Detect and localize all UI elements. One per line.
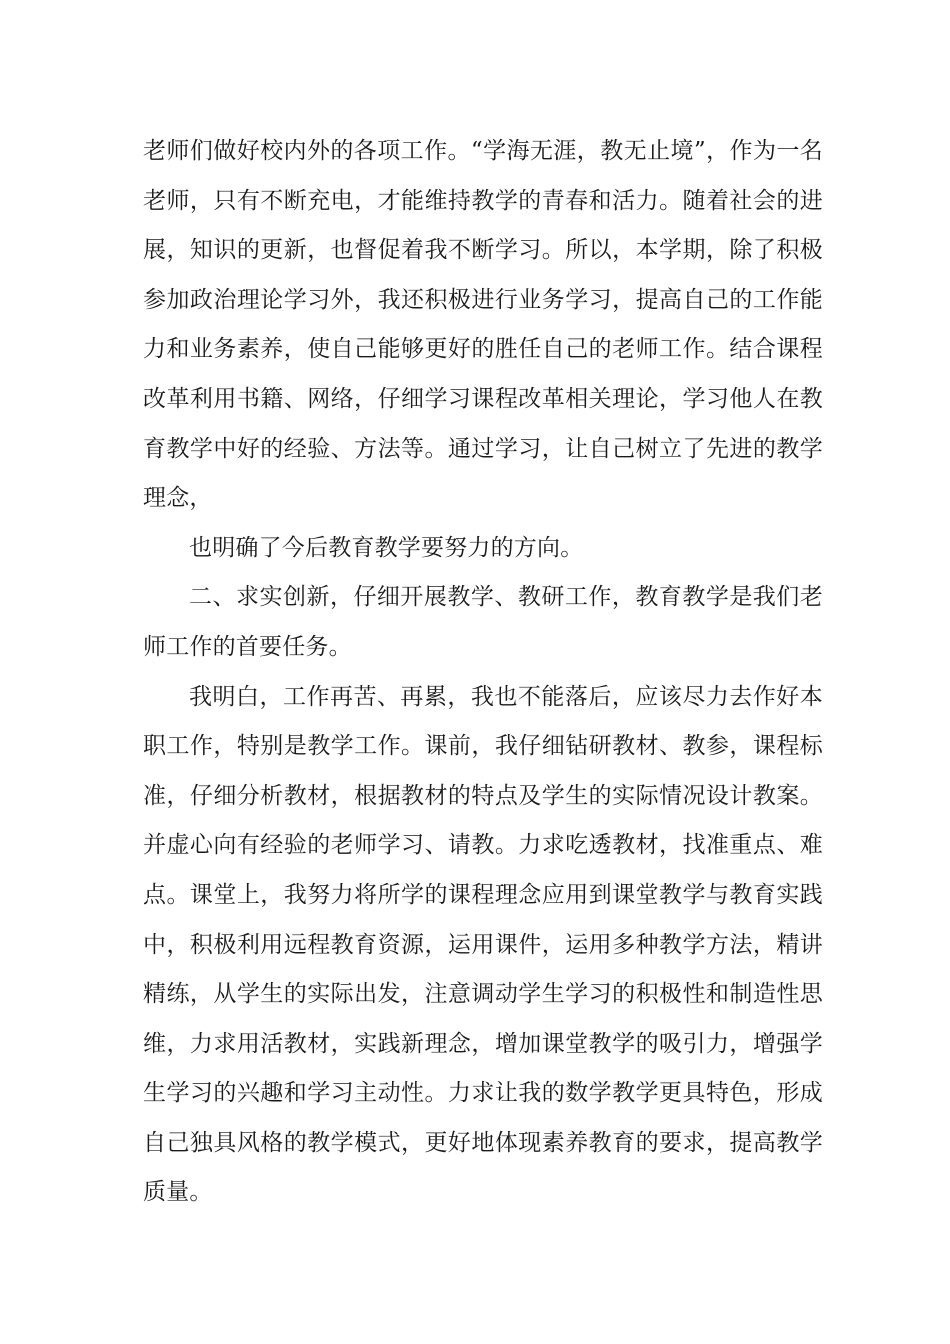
paragraph-1: 老师们做好校内外的各项工作。“学海无涯，教无止境”，作为一名老师，只有不断充电，才能维持教学的青春和活力。随着社会的进展，知识的更新，也督促着我不断学习。所以，本学期，除了积极参加政治理论学习外，我还积极进行业务学习，提高自己的工作能力和业务素养，使自己能够更好的胜任自己的老师工作。结合课程改革利用书籍、网络，仔细学习课程改革相关理论，学习他人在教育教学中好的经验、方法等。通过学习，让自己树立了先进的教学理念，: [143, 138, 823, 512]
paragraph-2: 也明确了今后教育教学要努力的方向。: [189, 534, 584, 561]
document-body: [143, 127, 823, 1218]
paragraph-3: 二、求实创新，仔细开展教学、教研工作，教育教学是我们老师工作的首要任务。: [143, 584, 823, 660]
paragraph-4: 我明白，工作再苦、再累，我也不能落后，应该尽力去作好本职工作，特别是教学工作。课前，我仔细钻研教材、教参，课程标准，仔细分析教材，根据教材的特点及学生的实际情况设计教案。并虚心向有经验的老师学习、请教。力求吃透教材，找准重点、难点。课堂上，我努力将所学的课程理念应用到课堂教学与教育实践中，积极利用远程教育资源，运用课件，运用多种教学方法，精讲精练，从学生的实际出发，注意调动学生学习的积极性和制造性思维，力求用活教材，实践新理念，增加课堂教学的吸引力，增强学生学习的兴趣和学习主动性。力求让我的数学教学更具特色，形成自己独具风格的教学模式，更好地体现素养教育的要求，提高教学质量。: [143, 683, 823, 1206]
